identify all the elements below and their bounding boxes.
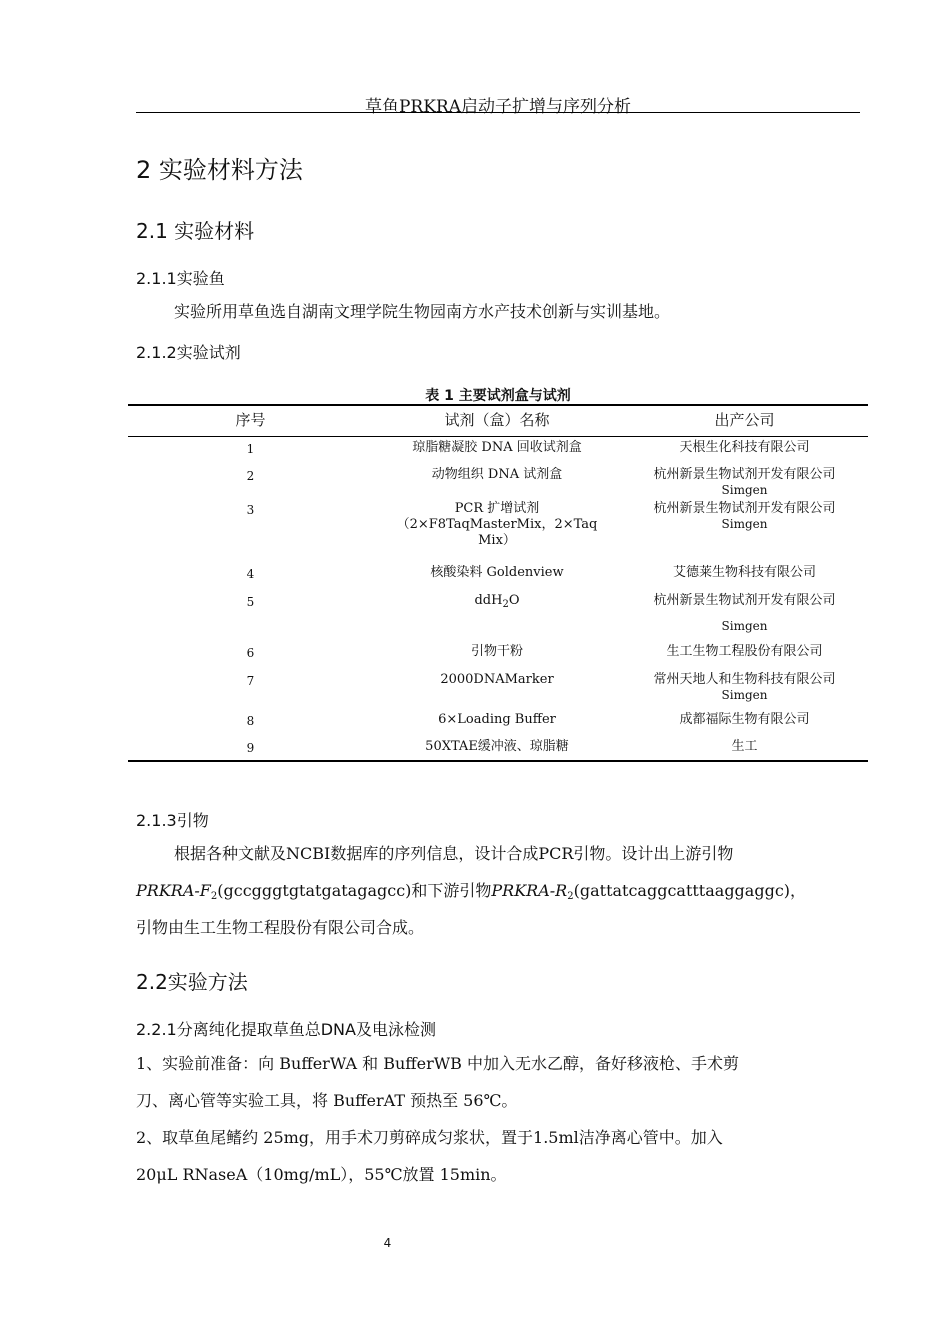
row-company: 常州天地人和生物科技有限公司: [653, 671, 836, 687]
row-company: 成都福际生物有限公司: [679, 711, 810, 727]
section-heading-materials: 2.1 实验材料: [136, 219, 255, 243]
row-reagent-name-line2: （2×F8TaqMasterMix，2×Taq: [396, 516, 598, 532]
forward-primer-name: PRKRA-F: [136, 881, 211, 900]
paragraph-step2-line1: 2、取草鱼尾鳍约 25mg，用手术刀剪碎成匀浆状，置于1.5ml洁净离心管中。加入: [136, 1128, 723, 1147]
row-number: 8: [246, 713, 255, 728]
row-reagent-name: 50XTAE缓冲液、琼脂糖: [373, 736, 621, 761]
row-reagent-name-line3: Mix）: [478, 532, 516, 548]
reagents-table: [128, 404, 868, 762]
table-row: [128, 641, 868, 668]
subsection-heading-fish: 2.1.1实验鱼: [136, 269, 225, 288]
row-reagent-name-pre: ddH: [474, 592, 503, 608]
reverse-primer-sub: 2: [567, 891, 574, 902]
row-company-cell: [621, 589, 868, 641]
row-number: 5: [246, 594, 255, 609]
row-company-en: Simgen: [721, 618, 768, 633]
row-reagent-name: 动物组织 DNA 试剂盒: [431, 466, 563, 482]
row-reagent-name-cell: [373, 589, 621, 641]
header-number: 序号: [128, 405, 373, 437]
row-reagent-name: 6×Loading Buffer: [438, 711, 556, 727]
forward-primer-sub: 2: [210, 891, 218, 902]
row-reagent-name: 引物干粉: [470, 643, 523, 659]
table-row: [128, 589, 868, 641]
row-number: 6: [246, 645, 255, 660]
header-reagent-name: 试剂（盒）名称: [373, 405, 621, 437]
table-row: [128, 497, 868, 562]
table-row: [128, 668, 868, 709]
reverse-primer-name: PRKRA-R: [491, 881, 568, 900]
header-rule: [136, 112, 860, 113]
table-row: [128, 736, 868, 761]
section-heading-methods: 2.2实验方法: [136, 970, 248, 994]
paragraph-primers-line3: 引物由生工生物工程股份有限公司合成。: [136, 918, 425, 937]
table-row: [128, 437, 868, 463]
row-number: 9: [128, 736, 373, 761]
row-company: 天根生化科技有限公司: [679, 440, 810, 455]
row-number: 4: [246, 566, 255, 581]
row-number: 7: [246, 673, 255, 688]
paragraph-step2-line2: 20μL RNaseA（10mg/mL），55℃放置 15min。: [136, 1165, 507, 1184]
subsection-heading-dna: 2.2.1分离纯化提取草鱼总DNA及电泳检测: [136, 1020, 436, 1039]
row-number: 3: [246, 502, 255, 517]
table-row: [128, 463, 868, 497]
row-company: 艾德莱生物科技有限公司: [672, 564, 816, 580]
paragraph-primers-line1: 根据各种文献及NCBI数据库的序列信息，设计合成PCR引物。设计出上游引物: [174, 844, 734, 863]
row-company: 杭州新景生物试剂开发有限公司: [653, 466, 836, 482]
paragraph-step1-line1: 1、实验前准备：向 BufferWA 和 BufferWB 中加入无水乙醇，备好移液枪、手术剪: [136, 1054, 740, 1073]
row-reagent-name: 2000DNAMarker: [440, 671, 554, 687]
paragraph-step1-line2: 刀、离心管等实验工具，将 BufferAT 预热至 56℃。: [136, 1091, 518, 1110]
row-reagent-name: 琼脂糖凝胶 DNA 回收试剂盒: [412, 440, 582, 455]
row-reagent-name: 核酸染料 Goldenview: [430, 564, 564, 580]
row-company: 生工: [621, 736, 868, 761]
row-company: 杭州新景生物试剂开发有限公司: [653, 500, 836, 516]
row-reagent-name-post: O: [508, 592, 520, 608]
header-company: 出产公司: [621, 405, 868, 437]
row-company-en: Simgen: [721, 516, 768, 531]
reverse-primer-sequence: (gattatcaggcatttaaggaggc)，: [573, 881, 807, 900]
table-caption: 表 1 主要试剂盒与试剂: [425, 388, 571, 404]
row-number: 1: [246, 442, 255, 456]
row-company-en: Simgen: [721, 687, 768, 702]
row-company-cell: [621, 668, 868, 709]
subsection-heading-primers: 2.1.3引物: [136, 811, 209, 830]
running-header: 草鱼PRKRA启动子扩增与序列分析: [364, 97, 631, 117]
row-number: 2: [246, 468, 255, 483]
row-reagent-name: PCR 扩增试剂: [454, 500, 540, 516]
table-row: [128, 709, 868, 736]
table-header-row: [128, 405, 868, 437]
chapter-heading: 2 实验材料方法: [136, 156, 303, 184]
table-row: [128, 562, 868, 589]
row-company: 生工生物工程股份有限公司: [666, 643, 823, 659]
row-reagent-name-cell: [373, 497, 621, 562]
row-reagent-name-sub: 2: [502, 598, 509, 610]
forward-primer-sequence: (gccgggtgtatgatagagcc)和下游引物: [217, 881, 492, 900]
row-company-en: Simgen: [721, 482, 768, 497]
row-company-cell: [621, 463, 868, 497]
subsection-heading-reagents: 2.1.2实验试剂: [136, 343, 241, 362]
row-company-cell: [621, 497, 868, 562]
page-number: 4: [383, 1236, 392, 1250]
row-company: 杭州新景生物试剂开发有限公司: [653, 592, 836, 608]
paragraph-fish: 实验所用草鱼选自湖南文理学院生物园南方水产技术创新与实训基地。: [174, 302, 671, 321]
